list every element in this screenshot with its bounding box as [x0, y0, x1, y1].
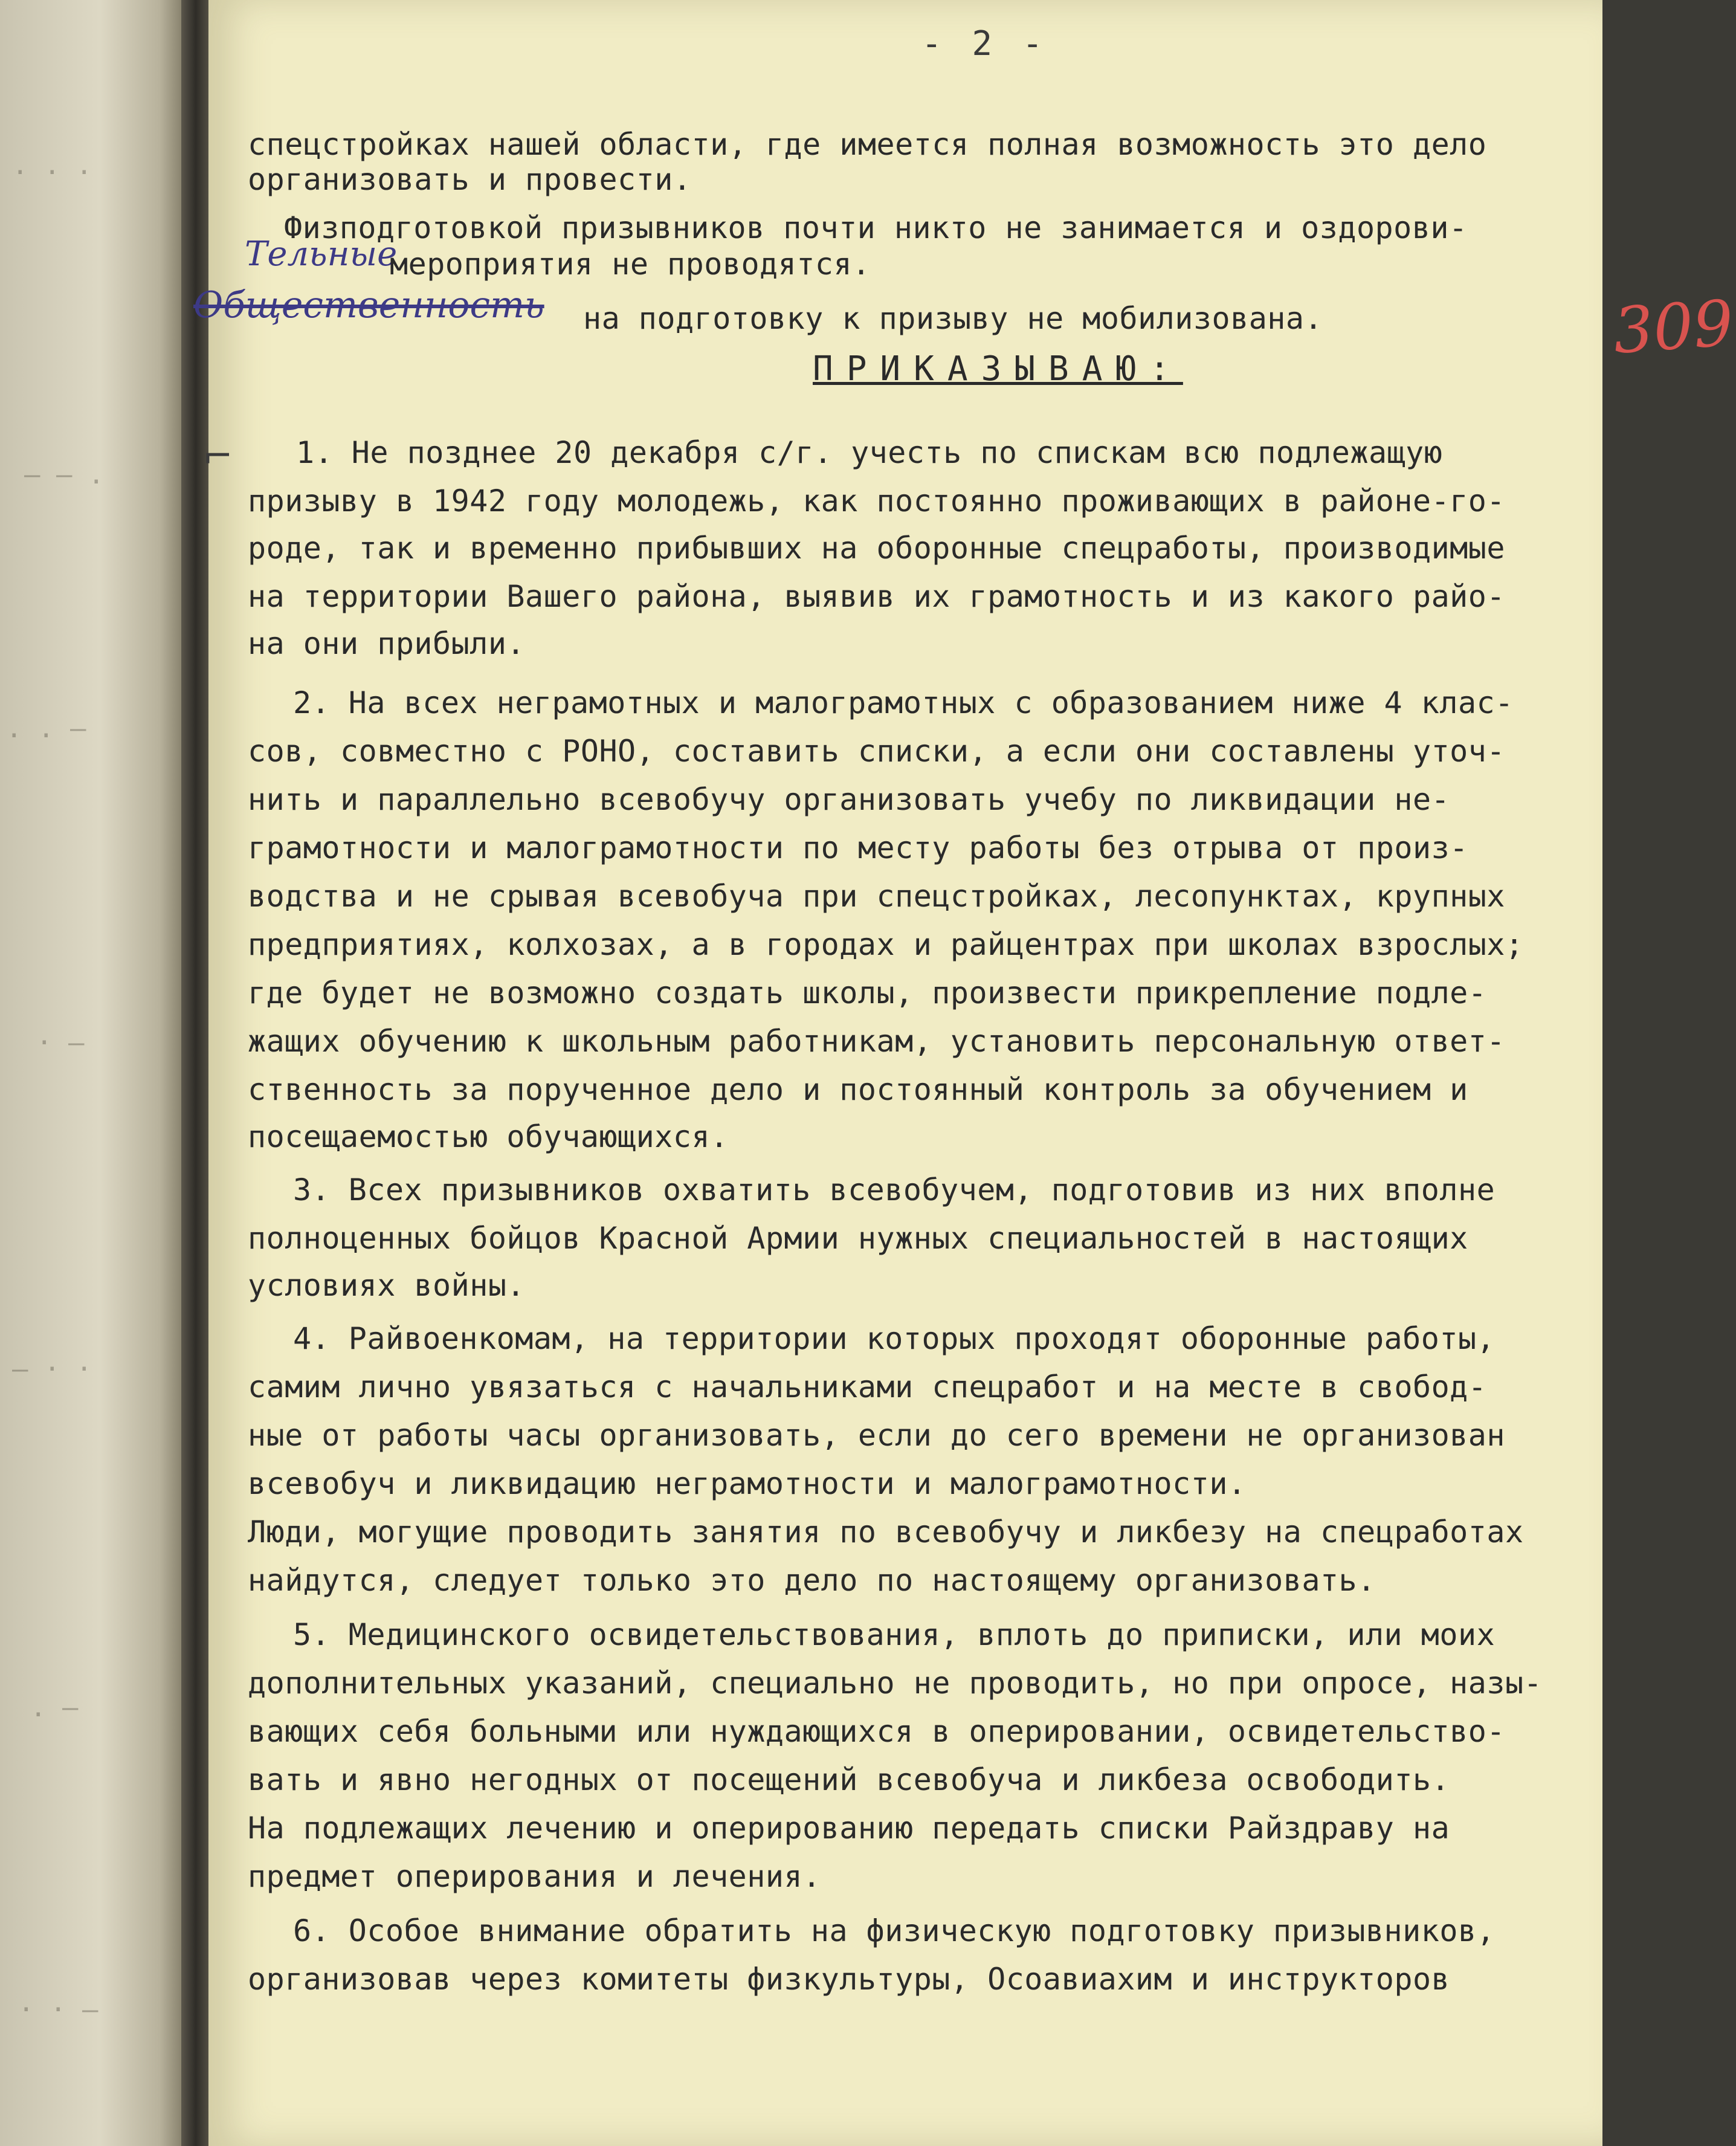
text-line: спецстройках нашей области, где имеется полная возможность это дело: [248, 127, 1487, 162]
facing-page: [0, 0, 181, 2146]
document-page: [193, 0, 1736, 2146]
ink-bleed-mark: · —: [36, 1027, 85, 1058]
text-line: предприятиях, колхозах, а в городах и райцентрах при школах взрослых;: [248, 927, 1524, 962]
text-line: ные от работы часы организовать, если до сего времени не организован: [248, 1418, 1505, 1453]
text-line: на территории Вашего района, выявив их грамотность и из какого райо-: [248, 579, 1505, 614]
text-line: найдутся, следует только это дело по настоящему организовать.: [248, 1563, 1376, 1598]
text-line: жащих обучению к школьным работникам, установить персональную ответ-: [248, 1024, 1505, 1059]
text-line: где будет не возможно создать школы, произвести прикрепление подле-: [248, 975, 1487, 1010]
handwritten-note: Общественность: [193, 284, 544, 326]
text-line: 6. Особое внимание обратить на физическую подготовку призывников,: [293, 1913, 1496, 1948]
ink-bleed-mark: · · ·: [12, 157, 92, 188]
text-line: Физподготовкой призывников почти никто не занимается и оздорови-: [284, 210, 1468, 245]
handwritten-note: Тельные: [245, 234, 398, 274]
text-line: вать и явно негодных от посещений всевобуча и ликбеза освободить.: [248, 1762, 1450, 1797]
text-line: 2. На всех неграмотных и малограмотных с образованием ниже 4 клас-: [293, 685, 1514, 720]
text-line: 5. Медицинского освидетельствования, вплоть до приписки, или моих: [293, 1617, 1496, 1652]
ink-bleed-mark: . —: [30, 1692, 79, 1723]
text-line: вающих себя больными или нуждающихся в оперировании, освидетельство-: [248, 1714, 1505, 1749]
ink-bleed-mark: — — .: [24, 459, 105, 490]
text-line: водства и не срывая всевобуча при спецстройках, лесопунктах, крупных: [248, 879, 1505, 914]
text-line: призыву в 1942 году молодежь, как постоянно проживающих в районе-го-: [248, 483, 1505, 519]
text-line: 1. Не позднее 20 декабря с/г. учесть по спискам всю подлежащую: [296, 435, 1443, 470]
text-line: грамотности и малограмотности по месту работы без отрыва от произ-: [248, 830, 1468, 865]
document-heading: ПРИКАЗЫВАЮ:: [813, 349, 1183, 389]
text-line: мероприятия не проводятся.: [390, 247, 871, 282]
text-line: всевобуч и ликвидацию неграмотности и малограмотности.: [248, 1466, 1247, 1501]
text-line: сов, совместно с РОНО, составить списки, а если они составлены уточ-: [248, 734, 1505, 769]
text-line: 3. Всех призывников охватить всевобучем, подготовив из них вполне: [293, 1172, 1496, 1207]
text-line: условиях войны.: [248, 1268, 526, 1303]
text-line: 4. Райвоенкомам, на территории которых проходят оборонные работы,: [293, 1321, 1496, 1356]
text-line: на подготовку к призыву не мобилизована.: [583, 301, 1323, 336]
text-line: роде, так и временно прибывших на оборонные спецработы, производимые: [248, 531, 1505, 566]
archive-sheet-number: 309: [1610, 286, 1736, 368]
text-line: организовав через комитеты физкультуры, Осоавиахим и инструкторов: [248, 1962, 1450, 1997]
text-line: нить и параллельно всевобучу организовать учебу по ликвидации не-: [248, 782, 1450, 817]
text-line: на они прибыли.: [248, 626, 526, 661]
margin-bracket: ⌐: [202, 435, 233, 477]
ink-bleed-mark: · · —: [18, 1994, 98, 2025]
text-line: организовать и провести.: [248, 162, 692, 197]
ink-bleed-mark: . . —: [6, 713, 86, 744]
text-line: самим лично увязаться с начальниками спецработ и на месте в свобод-: [248, 1369, 1487, 1404]
text-line: Люди, могущие проводить занятия по всевобучу и ликбезу на спецработах: [248, 1514, 1524, 1550]
text-line: дополнительных указаний, специально не проводить, но при опросе, назы-: [248, 1666, 1543, 1701]
text-line: предмет оперирования и лечения.: [248, 1859, 821, 1894]
text-line: ственность за порученное дело и постоянный контроль за обучением и: [248, 1072, 1468, 1107]
text-line: посещаемостью обучающихся.: [248, 1119, 729, 1154]
text-line: На подлежащих лечению и оперированию передать списки Райздраву на: [248, 1811, 1450, 1846]
page-number: - 2 -: [921, 24, 1048, 63]
ink-bleed-mark: — · ·: [12, 1354, 92, 1385]
text-line: полноценных бойцов Красной Армии нужных специальностей в настоящих: [248, 1221, 1468, 1256]
